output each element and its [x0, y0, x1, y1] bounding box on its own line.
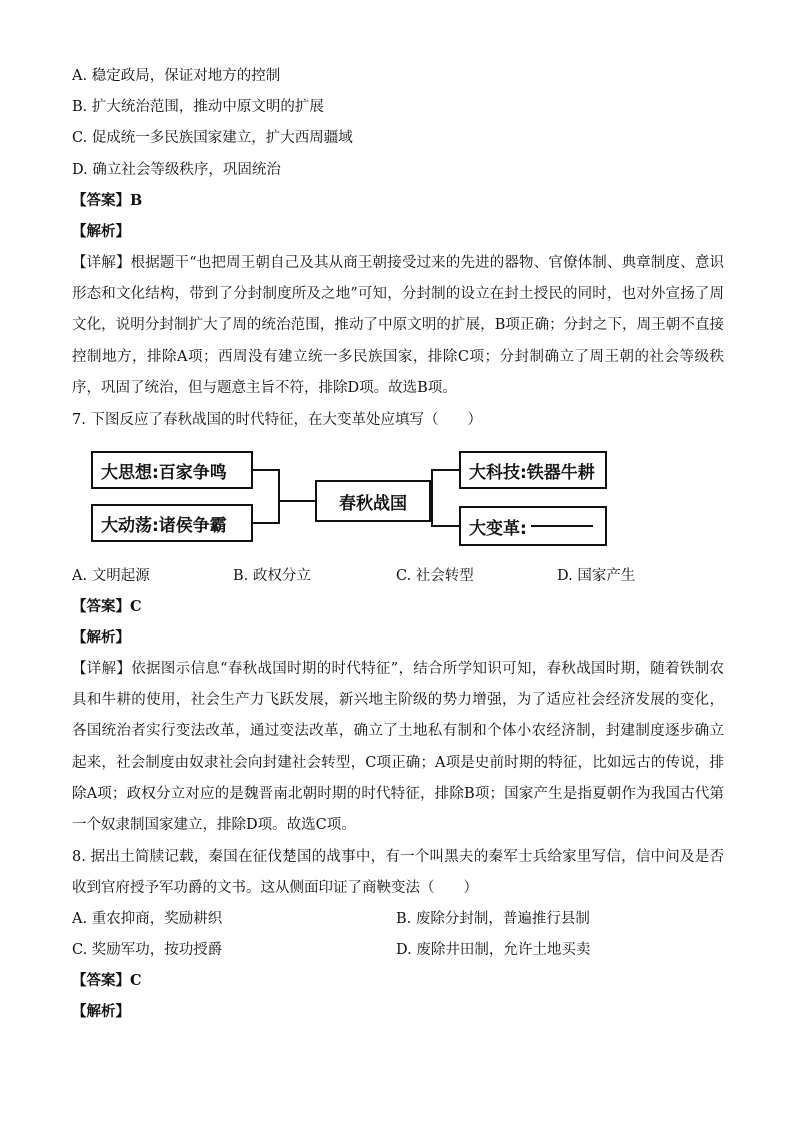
connector-right-top: [431, 469, 459, 471]
connector-right-vertical: [431, 469, 433, 527]
q8-stem: 8. 据出土简牍记载，秦国在征伐楚国的战事中，有一个叫黑夫的秦军士兵给家里写信，信中问及是否收到官府授予军功爵的文书。这从侧面印证了商鞅变法（ ）: [72, 849, 724, 897]
q6-option-a: A. 稳定政局，保证对地方的控制: [72, 68, 281, 84]
q6-detail: 【详解】根据题干“也把周王朝自己及其从商王朝接受过来的先进的器物、官僚体制、典章制度、意识形态和文化结构，带到了分封制度所及之地”可知，分封制的设立在封土授民的同时，也对外宣扬了周文化，说明分封制扩大了周的统治范围，推动了中原文明的扩展，B项正确；分封之下，周王朝不直接控制地方，排除A项；西周没有建立统一多民族国家，排除C项；分封制确立了周王朝的社会等级秩序，巩固了统治，但与题意主旨不符，排除D项。故选B项。: [72, 255, 724, 396]
q6-answer: 【答案】B: [72, 192, 143, 209]
connector-right-bottom: [431, 525, 459, 527]
q8-option-c: C. 奖励军功，按功授爵: [72, 942, 223, 958]
connector-left-vertical: [278, 469, 280, 524]
q7-option-b: B. 政权分立: [233, 568, 311, 584]
diagram-right-bottom-label: 大变革:: [469, 518, 527, 539]
q7-answer: 【答案】C: [72, 598, 142, 615]
q8-option-b: B. 废除分封制，普遍推行县制: [396, 911, 590, 927]
connector-left-center: [278, 500, 315, 502]
fill-in-blank: [531, 525, 593, 527]
q6-analysis-label: 【解析】: [72, 223, 130, 240]
q7-analysis-label: 【解析】: [72, 629, 130, 646]
diagram-right-top-box: 大科技:铁器牛耕: [459, 451, 607, 489]
q8-option-d: D. 废除井田制，允许土地买卖: [396, 942, 591, 958]
q7-detail: 【详解】依据图示信息“春秋战国时期的时代特征”，结合所学知识可知，春秋战国时期，随着铁制农具和牛耕的使用，社会生产力飞跃发展，新兴地主阶级的势力增强，为了适应社会经济发展的变化，各国统治者实行变法改革，通过变法改革，确立了土地私有制和个体小农经济制，封建制度逐步确立起来，社会制度由奴隶社会向封建社会转型，C项正确；A项是史前时期的特征，比如远古的传说，排除A项；政权分立对应的是魏晋南北朝时期的时代特征，排除B项；国家产生是指夏朝作为我国古代第一个奴隶制国家建立，排除D项。故选C项。: [72, 661, 724, 834]
q8-answer: 【答案】C: [72, 972, 142, 989]
q7-option-c: C. 社会转型: [396, 568, 474, 584]
q6-option-d: D. 确立社会等级秩序，巩固统治: [72, 162, 281, 178]
diagram-left-bottom-box: 大动荡:诸侯争霸: [91, 504, 253, 542]
connector-left-bottom: [253, 522, 279, 524]
q6-option-b: B. 扩大统治范围，推动中原文明的扩展: [72, 99, 324, 115]
q8-option-a: A. 重农抑商，奖励耕织: [72, 911, 223, 927]
diagram-center-box: 春秋战国: [315, 480, 431, 522]
q7-option-d: D. 国家产生: [557, 568, 636, 584]
q7-stem: 7. 下图反应了春秋战国的时代特征，在大变革处应填写（ ）: [72, 412, 482, 428]
q8-analysis-label: 【解析】: [72, 1003, 130, 1020]
q6-option-c: C. 促成统一多民族国家建立，扩大西周疆域: [72, 130, 353, 146]
diagram-right-bottom-box: [459, 506, 607, 546]
diagram-left-top-box: 大思想:百家争鸣: [91, 451, 253, 489]
q7-option-a: A. 文明起源: [72, 568, 150, 584]
connector-left-top: [253, 469, 279, 471]
